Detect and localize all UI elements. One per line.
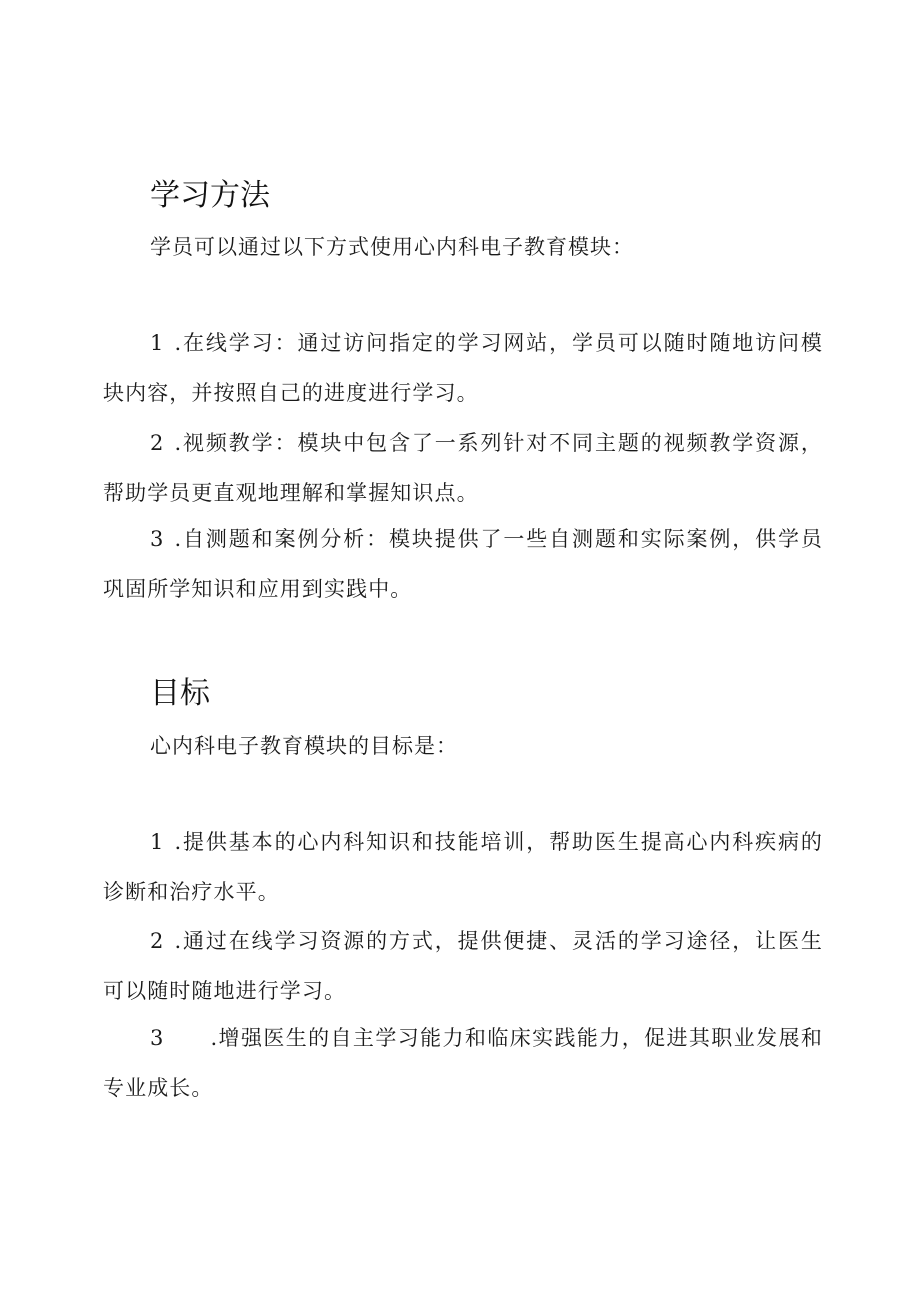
section-heading-learning-methods: 学习方法: [150, 178, 270, 213]
list-item-number: 2: [150, 929, 165, 953]
list-item-goal-training: [103, 817, 823, 917]
list-item-text: .提供基本的心内科知识和技能培训，帮助医生提高心内科疾病的诊断和治疗水平。: [103, 830, 823, 904]
list-item-goal-ability: [103, 1013, 823, 1113]
list-item-online-learning: [103, 318, 823, 418]
list-item-number: 1: [150, 331, 165, 355]
section-heading-goals: 目标: [150, 676, 210, 711]
list-item-text: .视频教学：模块中包含了一系列针对不同主题的视频教学资源，帮助学员更直观地理解和掌握知识点。: [103, 431, 823, 505]
list-item-video-teaching: [103, 418, 823, 518]
section-intro-goals: 心内科电子教育模块的目标是：: [150, 734, 458, 758]
list-item-text: .在线学习：通过访问指定的学习网站，学员可以随时随地访问模块内容，并按照自己的进度进行学习。: [103, 331, 823, 405]
list-item-number: 3: [150, 1026, 165, 1050]
section-intro-learning-methods: 学员可以通过以下方式使用心内科电子教育模块：: [150, 235, 634, 259]
list-item-goal-online: [103, 916, 823, 1016]
list-item-self-test: [103, 514, 823, 614]
list-item-text: .增强医生的自主学习能力和临床实践能力，促进其职业发展和专业成长。: [103, 1026, 823, 1100]
list-item-number: 3: [150, 527, 165, 551]
list-item-text: .自测题和案例分析：模块提供了一些自测题和实际案例，供学员巩固所学知识和应用到实践中。: [103, 527, 823, 601]
list-item-number: 1: [150, 830, 165, 854]
list-item-text: .通过在线学习资源的方式，提供便捷、灵活的学习途径，让医生可以随时随地进行学习。: [103, 929, 823, 1003]
list-item-number: 2: [150, 431, 165, 455]
